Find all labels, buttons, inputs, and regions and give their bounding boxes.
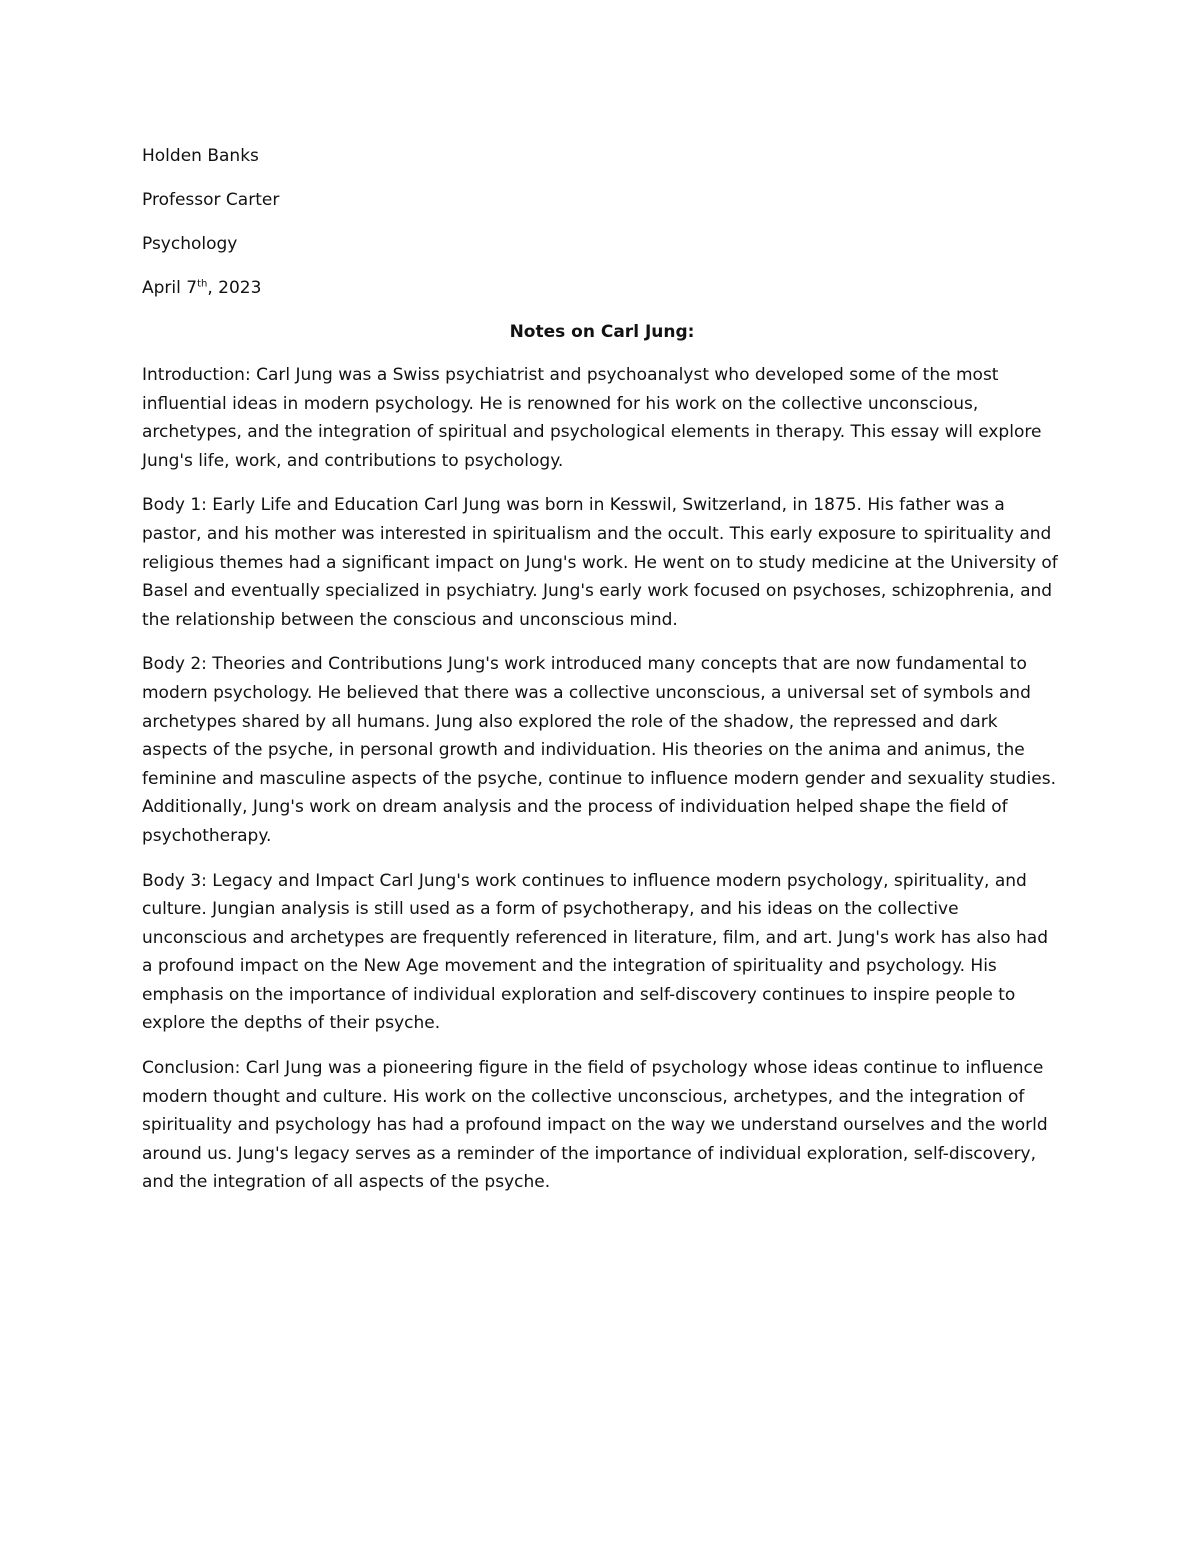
body-1-paragraph: Body 1: Early Life and Education Carl Jung was born in Kesswil, Switzerland, in 1875. His father was a pastor, and his mother was interested in spiritualism and the occult. This early exposure to spirituality and religious themes had a significant impact on Jung's work. He went on to study medicine at the University of Basel and eventually specialized in psychiatry. Jung's early work focused on psychoses, schizophrenia, and the relationship between the conscious and unconscious mind.	[142, 495, 1058, 630]
conclusion-paragraph: Conclusion: Carl Jung was a pioneering figure in the field of psychology whose ideas continue to influence modern thought and culture. His work on the collective unconscious, archetypes, and the integration of spirituality and psychology has had a profound impact on the way we understand ourselves and the world around us. Jung's legacy serves as a reminder of the importance of individual exploration, self-discovery, and the integration of all aspects of the psyche.	[142, 1058, 1048, 1193]
introduction-paragraph: Introduction: Carl Jung was a Swiss psychiatrist and psychoanalyst who developed some of the most influential ideas in modern psychology. He is renowned for his work on the collective unconscious, archetypes, and the integration of spiritual and psychological elements in therapy. This essay will explore Jung's life, work, and contributions to psychology.	[142, 365, 1042, 471]
professor-name: Professor Carter	[142, 190, 280, 210]
date-ordinal-suffix: th	[197, 278, 208, 290]
body-2-paragraph: Body 2: Theories and Contributions Jung's work introduced many concepts that are now fundamental to modern psychology. He believed that there was a collective unconscious, a universal set of symbols and archetypes shared by all humans. Jung also explored the role of the shadow, the repressed and dark aspects of the psyche, in personal growth and individuation. His theories on the anima and animus, the feminine and masculine aspects of the psyche, continue to influence modern gender and sexuality studies. Additionally, Jung's work on dream analysis and the process of individuation helped shape the field of psychotherapy.	[142, 654, 1056, 846]
body-3-paragraph: Body 3: Legacy and Impact Carl Jung's work continues to influence modern psychology, spirituality, and culture. Jungian analysis is still used as a form of psychotherapy, and his ideas on the collective unconscious and archetypes are frequently referenced in literature, film, and art. Jung's work has also had a profound impact on the New Age movement and the integration of spirituality and psychology. His emphasis on the importance of individual exploration and self-discovery continues to inspire people to explore the depths of their psyche.	[142, 870, 1048, 1034]
author-name: Holden Banks	[142, 146, 259, 166]
document-date	[142, 274, 1062, 302]
document-content	[142, 142, 1062, 1213]
document-title: Notes on Carl Jung:	[509, 322, 695, 342]
course-name: Psychology	[142, 234, 238, 254]
date-year: , 2023	[207, 278, 262, 298]
date-main: April 7	[142, 278, 198, 298]
